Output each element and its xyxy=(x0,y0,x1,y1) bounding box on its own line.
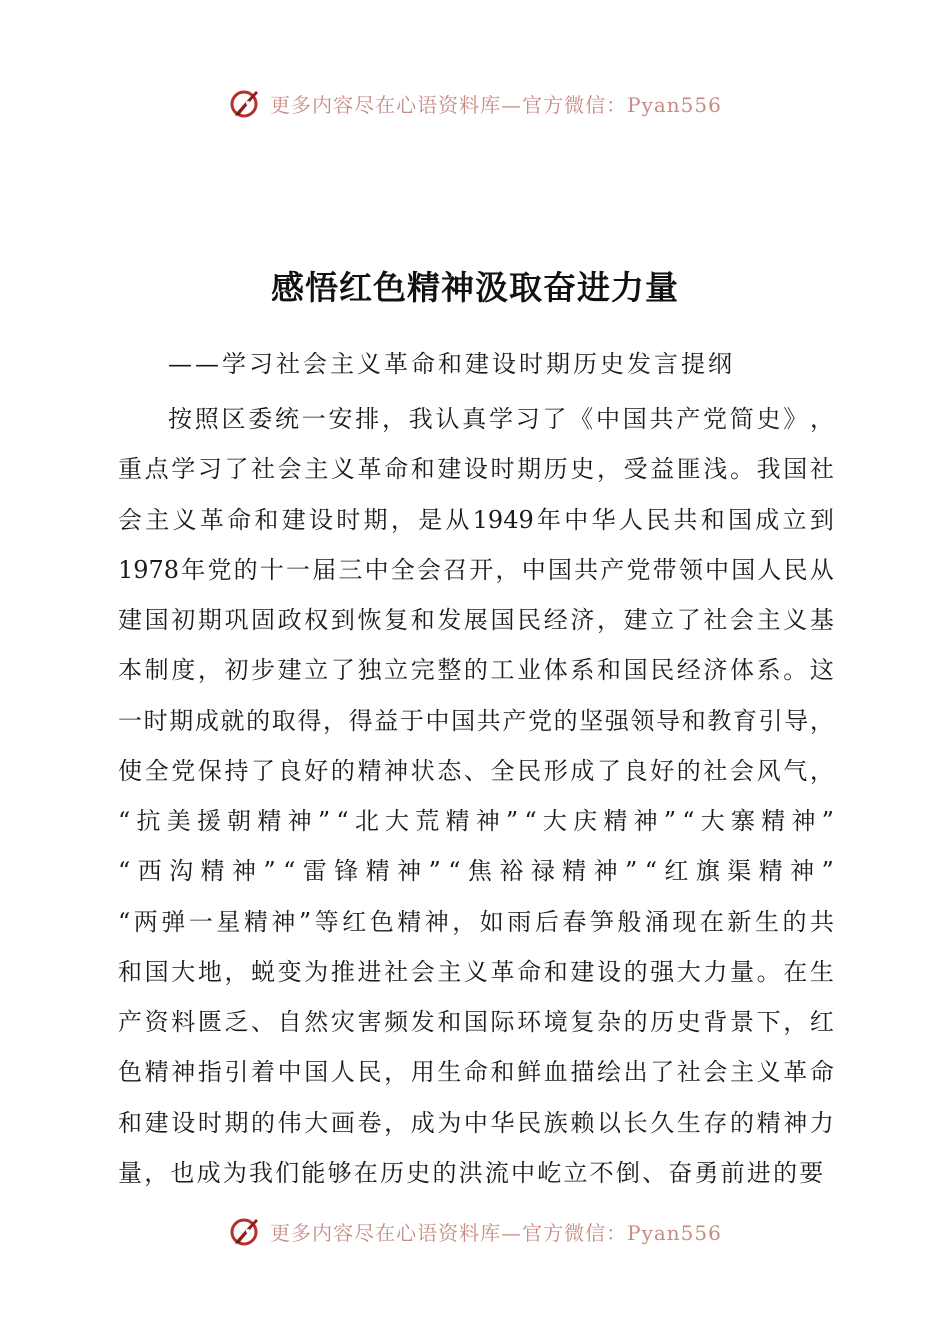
body-line: 按 照 区 委 统 一 安 排 ， 我 认 真 学 习 了 《 中 国 共 产 党 简 史 》 ， xyxy=(168,405,834,433)
header-banner-text: 更多内容尽在心语资料库—官方微信：Pyan556 xyxy=(270,92,722,117)
body-line: 1978 年 党 的 十 一 届 三 中 全 会 召 开 ， 中 国 共 产 党 带 领 中 国 人 民 从 xyxy=(118,555,834,584)
body-line: 建 国 初 期 巩 固 政 权 到 恢 复 和 发 展 国 民 经 济 ， 建 立 了 社 会 主 义 基 xyxy=(118,606,834,634)
body-line: 和 国 大 地 ， 蜕 变 为 推 进 社 会 主 义 革 命 和 建 设 的 强 大 力 量 。 在 生 xyxy=(118,957,834,986)
footer-banner-text: 更多内容尽在心语资料库—官方微信：Pyan556 xyxy=(270,1220,722,1245)
body-line: 色 精 神 指 引 着 中 国 人 民 ， 用 生 命 和 鲜 血 描 绘 出 了 社 会 主 义 革 命 xyxy=(118,1058,834,1087)
pen-circle-logo-icon xyxy=(228,85,264,121)
body-line: 本 制 度 ， 初 步 建 立 了 独 立 完 整 的 工 业 体 系 和 国 民 经 济 体 系 。 这 xyxy=(118,656,834,685)
body-line: “ 两 弹 一 星 精 神 ” 等 红 色 精 神 ， 如 雨 后 春 笋 般 涌 现 在 新 生 的 共 xyxy=(118,907,834,936)
document-subtitle: ——学习社会主义革命和建设时期历史发言提纲 xyxy=(168,350,735,378)
document-title: 感悟红色精神汲取奋进力量 xyxy=(271,268,679,307)
body-line: 量 ， 也 成 为 我 们 能 够 在 历 史 的 洪 流 中 屹 立 不 倒 、 奋 勇 前 进 的 要 xyxy=(118,1158,826,1187)
body-line: 使 全 党 保 持 了 良 好 的 精 神 状 态 、 全 民 形 成 了 良 好 的 社 会 风 气 ， xyxy=(118,756,834,785)
body-line: “ 抗 美 援 朝 精 神 ” “ 北 大 荒 精 神 ” “ 大 庆 精 神 ” “ 大 寨 精 神 ” xyxy=(118,807,834,835)
document-body xyxy=(118,394,834,1198)
body-line: 重 点 学 习 了 社 会 主 义 革 命 和 建 设 时 期 历 史 ， 受 益 匪 浅 。 我 国 社 xyxy=(118,455,834,484)
body-line: 产 资 料 匮 乏 、 自 然 灾 害 频 发 和 国 际 环 境 复 杂 的 历 史 背 景 下 ， 红 xyxy=(118,1008,834,1036)
body-line: 和 建 设 时 期 的 伟 大 画 卷 ， 成 为 中 华 民 族 赖 以 长 久 生 存 的 精 神 力 xyxy=(118,1108,834,1137)
header-banner xyxy=(0,83,950,123)
pen-circle-logo-icon xyxy=(228,1213,264,1249)
body-line: 一 时 期 成 就 的 取 得 ， 得 益 于 中 国 共 产 党 的 坚 强 领 导 和 教 育 引 导 ， xyxy=(118,706,834,735)
body-line: “ 西 沟 精 神 ” “ 雷 锋 精 神 ” “ 焦 裕 禄 精 神 ” “ 红 旗 渠 精 神 ” xyxy=(118,857,834,886)
body-line: 会 主 义 革 命 和 建 设 时 期 ， 是 从 1949 年 中 华 人 民 共 和 国 成 立 到 xyxy=(118,505,834,534)
footer-banner xyxy=(0,1211,950,1251)
